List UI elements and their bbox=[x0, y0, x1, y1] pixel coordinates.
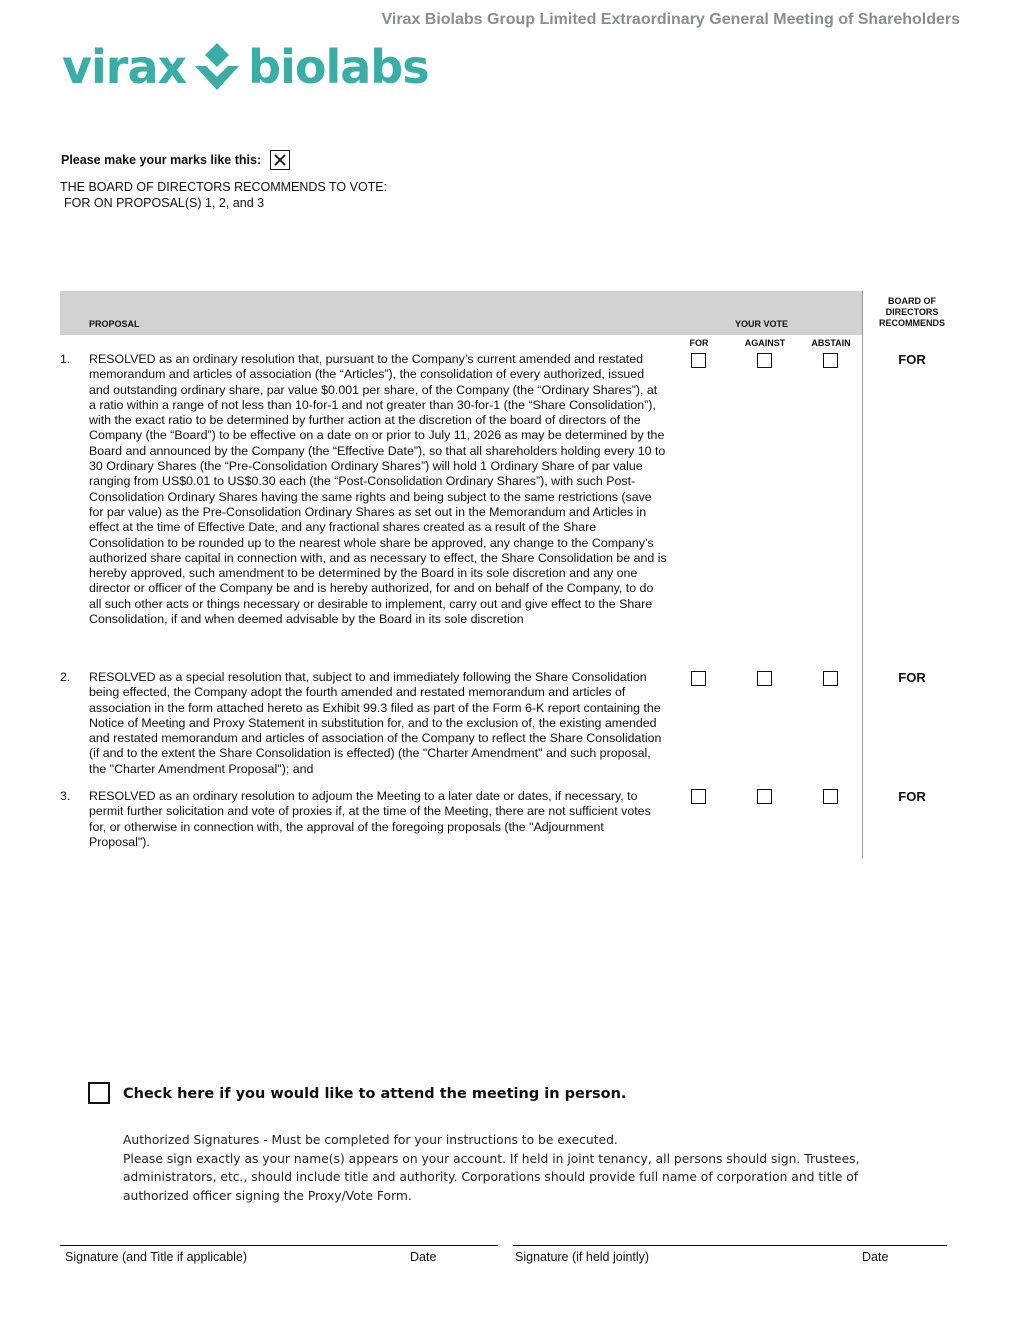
proposal-1-abstain-checkbox[interactable] bbox=[823, 353, 838, 368]
board-recommends-header: BOARD OF DIRECTORS RECOMMENDS bbox=[878, 296, 945, 328]
meeting-title: Virax Biolabs Group Limited Extraordinary General Meeting of Shareholders bbox=[381, 11, 960, 28]
abstain-column-label: ABSTAIN bbox=[811, 338, 851, 348]
logo-text-right: biolabs bbox=[248, 40, 429, 94]
proposal-3-recommendation: FOR bbox=[898, 789, 926, 804]
virax-logo bbox=[62, 40, 429, 94]
proposal-number: 1. bbox=[60, 352, 71, 366]
proposal-2-recommendation: FOR bbox=[898, 670, 926, 685]
proposal-1-against-checkbox[interactable] bbox=[757, 353, 772, 368]
proposal-text: RESOLVED as an ordinary resolution that, pursuant to the Company’s current amended and restated memorandum and articles of association (the “Articles”), the consolidation of every authorized, issued and outstanding ordinary share, par value $0.001 per share, of the Company (the “Ordinary Shares”), at a ratio within a range of not less than 10-for-1 and not greater than 30-for-1 (the “Share Consolidation”), with the exact ratio to be determined by further action at the discretion of the board of directors of the Company (the “Board”) to be effective on a date on or prior to July 11, 2026 as may be determined by the Board and announced by the Company (the “Effective Date”), so that all shareholders holding every 10 to 30 Ordinary Shares (the “Pre-Consolidation Ordinary Shares”) will hold 1 Ordinary Share of par value ranging from US$0.01 to US$0.30 each (the “Post-Consolidation Ordinary Shares”), with such Post-Consolidation Ordinary Shares having the same rights and being subject to the same restrictions (save for par value) as the Pre-Consolidation Ordinary Shares as set out in the Memorandum and Articles in effect at the time of Effective Date, and any fractional shares created as a result of the Share Consolidation to be rounded up to the nearest whole share be approved, any change to the Company’s authorized share capital in connection with, and as necessary to effect, the Share Consolidation be and is hereby approved, such amendment to be determined by the Board in its sole discretion and any one director or officer of the Company be and is hereby authorized, for and on behalf of the Company, to do all such other acts or things necessary or desirable to implement, carry out and give effect to the Share Consolidation, if and when deemed advisable by the Board in its sole discretion bbox=[89, 352, 667, 627]
proposal-3-abstain-checkbox[interactable] bbox=[823, 789, 838, 804]
proposal-2-abstain-checkbox[interactable] bbox=[823, 671, 838, 686]
logo-text-left: virax bbox=[62, 40, 187, 94]
proposal-2 bbox=[60, 670, 670, 777]
proposal-3 bbox=[60, 789, 670, 850]
auth-line-1: Authorized Signatures - Must be completed for your instructions to be executed. bbox=[123, 1133, 618, 1147]
your-vote-header: YOUR VOTE bbox=[735, 319, 789, 329]
proposal-header: PROPOSAL bbox=[89, 319, 140, 329]
against-column-label: AGAINST bbox=[744, 338, 786, 348]
board-recommendation bbox=[60, 179, 387, 211]
proposal-1-recommendation: FOR bbox=[898, 352, 926, 367]
proposal-number: 3. bbox=[60, 789, 71, 803]
proposal-3-for-checkbox[interactable] bbox=[691, 789, 706, 804]
proposal-text: RESOLVED as an ordinary resolution to adjoum the Meeting to a later date or dates, if necessary, to permit further solicitation and vote of proxies if, at the time of the Meeting, there are not sufficient votes for, or otherwise in connection with, the approval of the foregoing proposals (the "Adjournment Proposal"). bbox=[89, 789, 651, 849]
proposal-text: RESOLVED as a special resolution that, subject to and immediately following the Share Consolidation being effected, the Company adopt the fourth amended and restated memorandum and articles of association in the form attached hereto as Exhibit 99.3 filed as part of the Form 6-K report containing the Notice of Meeting and Proxy Statement in substitution for, and to the exclusion of, the existing amended and restated memorandum and articles of association of the Company to reflect the Share Consolidation (if and to the extent the Share Consolidation is effected) (the "Charter Amendment" and such proposal, the "Charter Amendment Proposal"); and bbox=[89, 670, 662, 776]
proposal-2-against-checkbox[interactable] bbox=[757, 671, 772, 686]
for-column-label: FOR bbox=[689, 338, 709, 348]
signature-label-1: Signature (and Title if applicable) bbox=[65, 1250, 248, 1264]
proposal-3-against-checkbox[interactable] bbox=[757, 789, 772, 804]
column-divider bbox=[862, 291, 863, 859]
date-label-1: Date bbox=[410, 1250, 437, 1264]
proposal-1 bbox=[60, 352, 670, 627]
example-mark-icon bbox=[270, 150, 290, 170]
attend-in-person-checkbox[interactable] bbox=[88, 1082, 110, 1104]
recommend-line-2: FOR ON PROPOSAL(S) 1, 2, and 3 bbox=[64, 196, 265, 210]
marks-instruction bbox=[61, 150, 290, 170]
attend-in-person-label: Check here if you would like to attend the meeting in person. bbox=[123, 1086, 627, 1102]
date-label-2: Date bbox=[862, 1250, 889, 1264]
signature-label-2: Signature (if held jointly) bbox=[515, 1250, 650, 1264]
signature-line-2[interactable] bbox=[513, 1245, 947, 1246]
proposal-2-for-checkbox[interactable] bbox=[691, 671, 706, 686]
signature-line-1[interactable] bbox=[60, 1245, 498, 1246]
proposal-number: 2. bbox=[60, 670, 71, 684]
authorized-signatures-notice bbox=[123, 1131, 883, 1205]
proposal-1-for-checkbox[interactable] bbox=[691, 353, 706, 368]
recommend-line-1: THE BOARD OF DIRECTORS RECOMMENDS TO VOTE: bbox=[60, 180, 388, 194]
auth-line-2: Please sign exactly as your name(s) appears on your account. If held in joint tenancy, all persons should sign. Trustees, administrators, etc., should include title and authority. Corporations should provide full name of corporation and title of authorized officer signing the Proxy/Vote Form. bbox=[123, 1151, 860, 1203]
marks-label: Please make your marks like this: bbox=[61, 153, 262, 167]
diamond-logo-icon bbox=[192, 41, 242, 93]
